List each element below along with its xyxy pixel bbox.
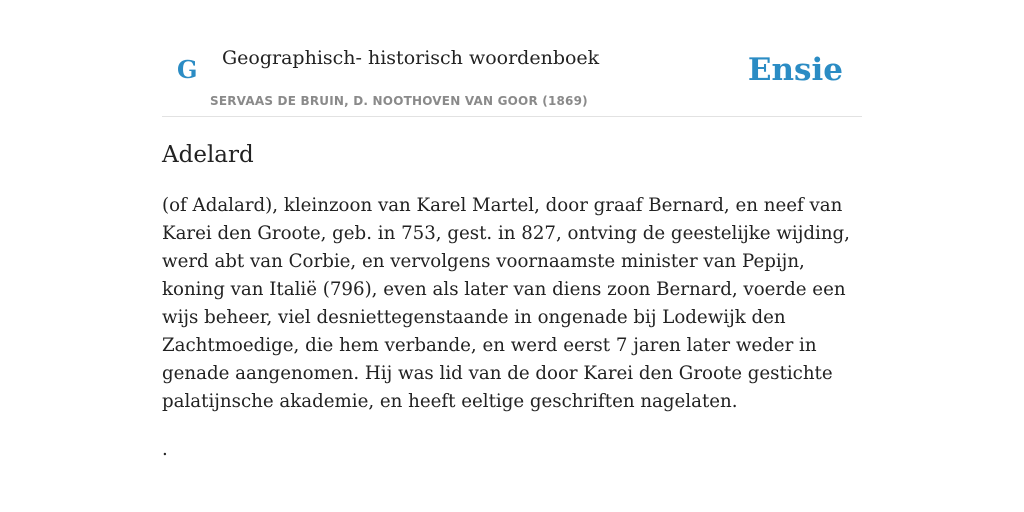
entry-title: Adelard [162,142,254,168]
book-initial-icon[interactable]: G [177,55,198,84]
entry-body: (of Adalard), kleinzoon van Karel Martel, door graaf Bernard, en neef van Karei den Groote, geb. in 753, gest. in 827, ontving de geestelijke wijding, werd abt van Corbie, en vervolgens voornaamste minister van Pepijn, koning van Italië (796), even als later van diens zoon Bernard, voerde een wijs beheer, viel desniettegenstaande in ongenade bij Lodewijk den Zachtmoedige, die hem verbande, en werd eerst 7 jaren later weder in genade aangenomen. Hij was lid van de door Karei den Groote gestichte palatijnsche akademie, en heeft eeltige geschriften nagelaten. [162,195,850,412]
page-container [162,0,862,460]
book-authors: SERVAAS DE BRUIN, D. NOOTHOVEN VAN GOOR (1869) [210,94,588,108]
book-header [162,0,862,117]
book-title-link[interactable]: Geographisch- historisch woordenboek [222,47,600,69]
entry-end-mark: . [162,439,168,460]
ensie-logo-link[interactable]: Ensie [747,52,843,88]
